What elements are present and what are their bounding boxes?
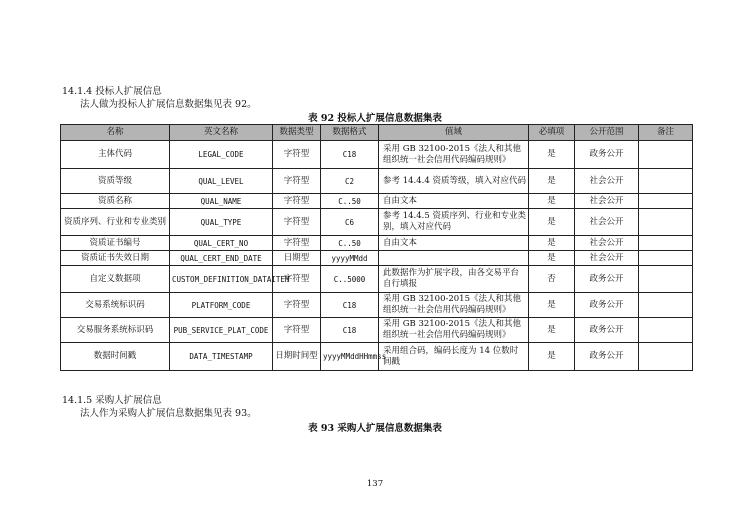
cell-english-name: PLATFORM_CODE <box>170 293 273 318</box>
table-row <box>61 169 693 194</box>
table-row <box>61 293 693 318</box>
section-paragraph-14-1-4: 法人做为投标人扩展信息数据集见表 92。 <box>80 99 257 110</box>
table-row <box>61 194 693 209</box>
header-col-data-format: 数据格式 <box>321 125 379 141</box>
cell-english-name: PUB_SERVICE_PLAT_CODE <box>170 318 273 343</box>
cell-disclosure-scope: 政务公开 <box>575 318 639 343</box>
cell-remarks <box>639 236 693 251</box>
cell-required: 是 <box>529 293 575 318</box>
cell-value-range <box>379 251 529 266</box>
cell-required: 是 <box>529 194 575 209</box>
cell-data-type: 字符型 <box>273 141 321 169</box>
cell-english-name: QUAL_NAME <box>170 194 273 209</box>
cell-remarks <box>639 318 693 343</box>
cell-data-type: 字符型 <box>273 209 321 236</box>
cell-name: 资质名称 <box>61 194 170 209</box>
cell-english-name: QUAL_LEVEL <box>170 169 273 194</box>
table-92-caption: 表 92 投标人扩展信息数据集表 <box>308 113 442 124</box>
cell-disclosure-scope: 政务公开 <box>575 266 639 293</box>
cell-disclosure-scope: 社会公开 <box>575 236 639 251</box>
cell-data-type: 字符型 <box>273 236 321 251</box>
cell-data-format: C..50 <box>321 236 379 251</box>
cell-data-type: 字符型 <box>273 194 321 209</box>
cell-data-type: 日期型 <box>273 251 321 266</box>
header-col-required: 必填项 <box>529 125 575 141</box>
cell-name: 主体代码 <box>61 141 170 169</box>
cell-value-range: 采用组合码，编码长度为 14 位数时间戳 <box>379 343 529 371</box>
cell-disclosure-scope: 社会公开 <box>575 169 639 194</box>
header-col-english-name: 英文名称 <box>170 125 273 141</box>
cell-data-type: 字符型 <box>273 293 321 318</box>
cell-english-name: QUAL_TYPE <box>170 209 273 236</box>
table-row <box>61 266 693 293</box>
cell-data-format: C18 <box>321 141 379 169</box>
table-row <box>61 318 693 343</box>
cell-data-format: C..50 <box>321 194 379 209</box>
cell-remarks <box>639 343 693 371</box>
cell-name: 交易服务系统标识码 <box>61 318 170 343</box>
cell-disclosure-scope: 社会公开 <box>575 209 639 236</box>
cell-value-range: 采用 GB 32100-2015《法人和其他组织统一社会信用代码编码规则》 <box>379 141 529 169</box>
cell-english-name: QUAL_CERT_END_DATE <box>170 251 273 266</box>
cell-remarks <box>639 251 693 266</box>
cell-remarks <box>639 266 693 293</box>
cell-disclosure-scope: 政务公开 <box>575 293 639 318</box>
cell-value-range: 此数据作为扩展字段，由各交易平台自行填报 <box>379 266 529 293</box>
cell-name: 资质证书编号 <box>61 236 170 251</box>
cell-value-range: 自由文本 <box>379 236 529 251</box>
cell-required: 否 <box>529 266 575 293</box>
cell-data-type: 日期时间型 <box>273 343 321 371</box>
cell-data-format: C6 <box>321 209 379 236</box>
header-col-disclosure-scope: 公开范围 <box>575 125 639 141</box>
cell-required: 是 <box>529 141 575 169</box>
page-number: 137 <box>366 479 384 489</box>
cell-required: 是 <box>529 343 575 371</box>
cell-value-range: 参考 14.4.4 资质等级，填入对应代码 <box>379 169 529 194</box>
cell-name: 交易系统标识码 <box>61 293 170 318</box>
cell-value-range: 采用 GB 32100-2015《法人和其他组织统一社会信用代码编码规则》 <box>379 318 529 343</box>
cell-required: 是 <box>529 251 575 266</box>
header-col-value-range: 值域 <box>379 125 529 141</box>
cell-value-range: 采用 GB 32100-2015《法人和其他组织统一社会信用代码编码规则》 <box>379 293 529 318</box>
cell-remarks <box>639 169 693 194</box>
cell-remarks <box>639 209 693 236</box>
cell-data-type: 字符型 <box>273 266 321 293</box>
cell-required: 是 <box>529 209 575 236</box>
cell-disclosure-scope: 政务公开 <box>575 141 639 169</box>
cell-english-name: LEGAL_CODE <box>170 141 273 169</box>
cell-data-format: yyyyMMddHHmmss <box>321 343 379 371</box>
section-heading-14-1-5: 14.1.5 采购人扩展信息 <box>62 395 162 406</box>
cell-remarks <box>639 293 693 318</box>
header-col-data-type: 数据类型 <box>273 125 321 141</box>
cell-name: 资质证书失效日期 <box>61 251 170 266</box>
cell-english-name: CUSTOM_DEFINITION_DATAITEM <box>170 266 273 293</box>
cell-required: 是 <box>529 236 575 251</box>
cell-required: 是 <box>529 169 575 194</box>
cell-value-range: 自由文本 <box>379 194 529 209</box>
table-row <box>61 236 693 251</box>
cell-english-name: QUAL_CERT_NO <box>170 236 273 251</box>
table-93-caption: 表 93 采购人扩展信息数据集表 <box>308 423 442 434</box>
section-heading-14-1-4: 14.1.4 投标人扩展信息 <box>62 86 162 97</box>
cell-data-format: C2 <box>321 169 379 194</box>
cell-name: 资质等级 <box>61 169 170 194</box>
cell-disclosure-scope: 社会公开 <box>575 194 639 209</box>
cell-data-type: 字符型 <box>273 169 321 194</box>
cell-name: 数据时间戳 <box>61 343 170 371</box>
cell-data-format: C18 <box>321 318 379 343</box>
cell-data-format: C..5000 <box>321 266 379 293</box>
cell-remarks <box>639 194 693 209</box>
cell-data-format: C18 <box>321 293 379 318</box>
cell-name: 资质序列、行业和专业类别 <box>61 209 170 236</box>
table-header-row <box>61 125 693 141</box>
table-row <box>61 343 693 371</box>
cell-data-format: yyyyMMdd <box>321 251 379 266</box>
header-col-remarks: 备注 <box>639 125 693 141</box>
cell-name: 自定义数据项 <box>61 266 170 293</box>
section-paragraph-14-1-5: 法人作为采购人扩展信息数据集见表 93。 <box>80 408 257 419</box>
cell-english-name: DATA_TIMESTAMP <box>170 343 273 371</box>
cell-remarks <box>639 141 693 169</box>
table-92 <box>60 124 693 371</box>
table-row <box>61 209 693 236</box>
header-col-name: 名称 <box>61 125 170 141</box>
cell-value-range: 参考 14.4.5 资质序列、行业和专业类别，填入对应代码 <box>379 209 529 236</box>
cell-required: 是 <box>529 318 575 343</box>
cell-data-type: 字符型 <box>273 318 321 343</box>
cell-disclosure-scope: 社会公开 <box>575 251 639 266</box>
cell-disclosure-scope: 政务公开 <box>575 343 639 371</box>
table-row <box>61 251 693 266</box>
table-row <box>61 141 693 169</box>
